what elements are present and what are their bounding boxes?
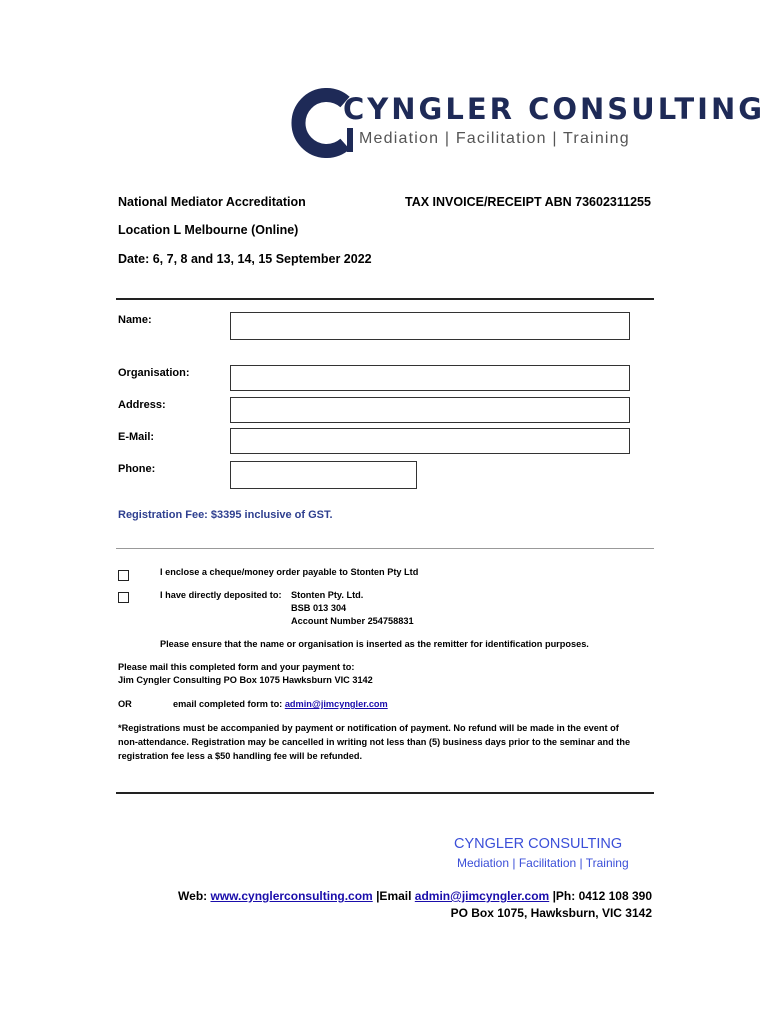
footer-web-label: Web: (178, 889, 208, 903)
deposit-bsb: BSB 013 304 (291, 603, 347, 613)
footer-email-link[interactable]: admin@jimcyngler.com (414, 889, 550, 903)
company-logo (289, 88, 766, 158)
terms-line-2: non-attendance. Registration may be cancelled in writing not less than (5) business days prior to the seminar and the (118, 737, 631, 747)
footer-tagline: Mediation | Facilitation | Training (457, 856, 629, 870)
remitter-note: Please ensure that the name or organisation is inserted as the remitter for identification purposes. (160, 639, 589, 649)
footer-company: CYNGLER CONSULTING (454, 836, 623, 852)
registration-fee: Registration Fee: $3395 inclusive of GST. (118, 509, 333, 521)
course-title: National Mediator Accreditation (118, 195, 306, 209)
address-field[interactable] (230, 397, 630, 423)
name-label: Name: (118, 314, 152, 326)
footer-divider (116, 792, 654, 794)
terms-line-1: *Registrations must be accompanied by payment or notification of payment. No refund will be made in the event of (118, 723, 619, 733)
footer-address: PO Box 1075, Hawksburn, VIC 3142 (450, 906, 652, 920)
fee-divider (116, 548, 654, 549)
footer-phone: |Ph: 0412 108 390 (552, 889, 652, 903)
logo-tagline: Mediation | Facilitation | Training (359, 130, 630, 147)
phone-field[interactable] (230, 461, 417, 489)
footer-email-label: |Email (376, 889, 412, 903)
organisation-label: Organisation: (118, 367, 190, 379)
location-text: Location L Melbourne (Online) (118, 223, 299, 237)
mail-instruction: Please mail this completed form and your payment to: (118, 662, 355, 672)
admin-email-link[interactable]: admin@jimcyngler.com (284, 699, 388, 709)
invoice-heading: TAX INVOICE/RECEIPT ABN 73602311255 (405, 195, 651, 209)
name-field[interactable] (230, 312, 630, 340)
header-divider (116, 298, 654, 300)
deposit-account-number: Account Number 254758831 (291, 616, 414, 626)
footer-contact-line (178, 889, 652, 903)
organisation-field[interactable] (230, 365, 630, 391)
logo-divider (347, 128, 353, 152)
deposit-option-text: I have directly deposited to: (160, 590, 282, 600)
email-label: E-Mail: (118, 431, 155, 443)
date-text: Date: 6, 7, 8 and 13, 14, 15 September 2022 (118, 252, 372, 266)
or-text: OR (118, 699, 132, 709)
address-label: Address: (118, 399, 166, 411)
footer-web-link[interactable]: www.cynglerconsulting.com (210, 889, 373, 903)
email-instruction (173, 698, 388, 712)
email-instruction-text: email completed form to: (173, 699, 283, 709)
terms-line-3: registration fee less a $50 handling fee will be refunded. (118, 751, 363, 761)
cheque-option-text: I enclose a cheque/money order payable to Stonten Pty Ltd (160, 567, 419, 577)
deposit-account-name: Stonten Pty. Ltd. (291, 590, 364, 600)
cheque-checkbox[interactable] (118, 570, 129, 581)
mail-address: Jim Cyngler Consulting PO Box 1075 Hawksburn VIC 3142 (118, 675, 373, 685)
email-field[interactable] (230, 428, 630, 454)
deposit-checkbox[interactable] (118, 592, 129, 603)
phone-label: Phone: (118, 463, 156, 475)
logo-company-name: CYNGLER CONSULTING (343, 92, 766, 126)
